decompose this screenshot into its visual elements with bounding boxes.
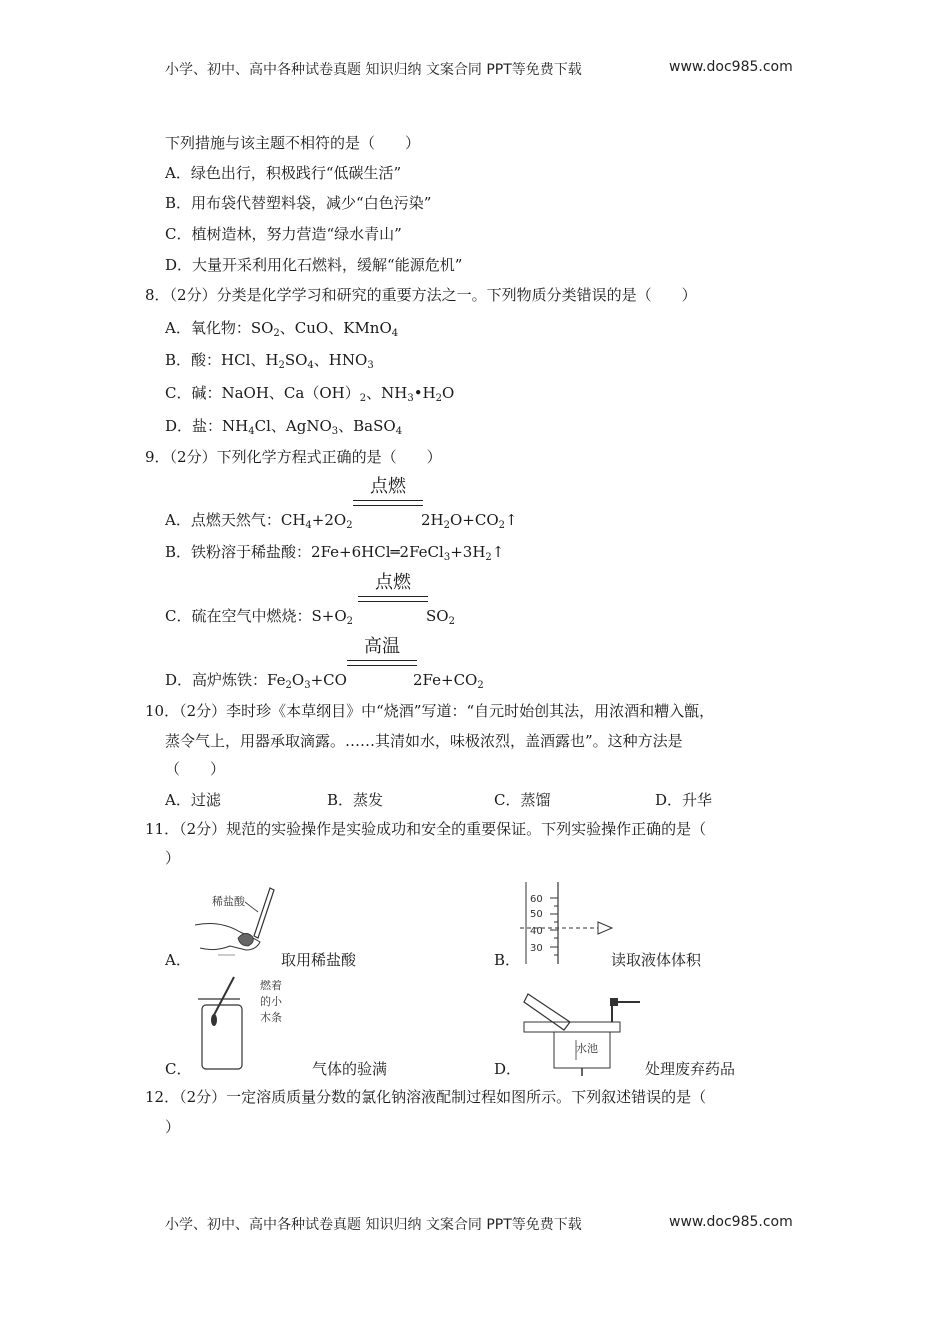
q12-stem-line1: 12．（2分）一定溶质质量分数的氯化钠溶液配制过程如图所示。下列叙述错误的是（ xyxy=(145,1088,707,1106)
formula: O xyxy=(442,384,455,402)
sub: 4 xyxy=(248,426,255,437)
sub: 2 xyxy=(346,616,354,627)
q11-option-d-label: D． xyxy=(494,1060,522,1078)
q11-option-b-label: B． xyxy=(494,951,521,969)
q11-option-c-label: C． xyxy=(165,1060,192,1078)
q11-option-a-label: A． xyxy=(165,951,191,969)
sub: 3 xyxy=(407,393,414,404)
q9-option-d xyxy=(165,670,347,690)
q10-stem-line1: 10．（2分）李时珍《本草纲目》中“烧酒”写道：“自元时始创其法，用浓酒和糟入甑， xyxy=(145,702,715,720)
q9-option-a xyxy=(165,510,353,530)
sub: 4 xyxy=(395,426,403,437)
formula: NaOH、Ca（OH） xyxy=(221,384,360,402)
q9-c-label: C．硫在空气中燃烧： xyxy=(165,607,312,625)
header-title: 小学、初中、高中各种试卷真题 知识归纳 文案合同 PPT等免费下载 xyxy=(165,62,582,78)
formula: S+O xyxy=(311,607,347,625)
q12-stem-line2: ） xyxy=(165,1118,181,1136)
img-label-splint-3: 木条 xyxy=(260,1011,282,1024)
q9-option-c-products xyxy=(426,606,455,626)
q11-option-b-text: 读取液体体积 xyxy=(611,951,702,969)
sub: 3 xyxy=(443,552,451,563)
formula: 、BaSO xyxy=(338,417,396,435)
q9-option-a-products xyxy=(421,510,518,530)
q11-option-c-text: 气体的验满 xyxy=(312,1060,388,1078)
formula: HCl、H xyxy=(221,351,279,369)
sink-disposal-illustration xyxy=(520,988,645,1076)
condition-text: 高温 xyxy=(364,636,400,657)
tick-40: 40 xyxy=(530,926,543,937)
formula: +CO xyxy=(310,671,347,689)
q9-option-d-products xyxy=(413,670,484,690)
tick-30: 30 xyxy=(530,943,543,954)
double-arrow-line xyxy=(358,596,428,602)
double-arrow-line xyxy=(353,500,423,506)
q10-stem-line2: 蒸令气上，用器承取滴露。……其清如水，味极浓烈，盖酒露也”。这种方法是 xyxy=(165,732,683,750)
formula: ↑ xyxy=(505,511,518,529)
formula: 、HNO xyxy=(313,351,368,369)
q8-option-d xyxy=(165,416,402,436)
sub: 4 xyxy=(307,360,314,371)
sub: 3 xyxy=(367,360,374,371)
q7-option-c: C．植树造林，努力营造“绿水青山” xyxy=(165,225,402,243)
q8-a-label: A．氧化物： xyxy=(165,319,251,337)
formula: SO xyxy=(284,351,308,369)
q7-stem: 下列措施与该主题不相符的是（ ） xyxy=(165,134,421,152)
sub: 2 xyxy=(448,616,455,627)
gas-bottle-illustration xyxy=(190,975,300,1075)
sub: 2 xyxy=(346,520,353,531)
formula: +2O xyxy=(311,511,347,529)
q8-option-a xyxy=(165,318,398,338)
q11-option-a-text: 取用稀盐酸 xyxy=(281,951,357,969)
reaction-condition-c xyxy=(358,572,428,594)
header-url: www.doc985.com xyxy=(669,59,793,75)
formula: 2Fe+CO xyxy=(413,671,478,689)
img-label-hcl: 稀盐酸 xyxy=(212,895,245,908)
q8-stem: 8．（2分）分类是化学学习和研究的重要方法之一。下列物质分类错误的是（ ） xyxy=(145,286,697,304)
q11-stem-line1: 11．（2分）规范的实验操作是实验成功和安全的重要保证。下列实验操作正确的是（ xyxy=(145,820,707,838)
formula: Cl、AgNO xyxy=(254,417,332,435)
formula: O xyxy=(291,671,305,689)
q10-option-a: A．过滤 xyxy=(165,791,221,809)
sub: 4 xyxy=(391,328,399,339)
formula: SO xyxy=(250,319,274,337)
q11-stem-line2: ） xyxy=(165,849,181,867)
sub: 2 xyxy=(443,520,450,531)
formula: O+CO xyxy=(450,511,499,529)
q8-c-label: C．碱： xyxy=(165,384,222,402)
q10-option-c: C．蒸馏 xyxy=(494,791,551,809)
img-label-splint-1: 燃着 xyxy=(260,979,282,992)
img-label-splint-2: 的小 xyxy=(260,995,282,1008)
tick-50: 50 xyxy=(530,909,543,920)
q7-option-a: A．绿色出行，积极践行“低碳生活” xyxy=(165,164,402,182)
q10-option-d: D．升华 xyxy=(655,791,713,809)
sub: 2 xyxy=(273,328,280,339)
formula: NH xyxy=(222,417,249,435)
sub: 3 xyxy=(331,426,339,437)
q7-option-d: D．大量开采利用化石燃料，缓解“能源危机” xyxy=(165,256,463,274)
sub: 2 xyxy=(285,680,292,691)
sub: 2 xyxy=(435,393,443,404)
dropper-hand-illustration xyxy=(190,880,290,965)
sub: 2 xyxy=(359,393,367,404)
sub: 4 xyxy=(305,520,312,531)
sub: 2 xyxy=(477,680,484,691)
q8-b-label: B．酸： xyxy=(165,351,222,369)
reaction-condition-a xyxy=(353,476,423,498)
sub: 2 xyxy=(485,552,492,563)
q9-d-label: D．高炉炼铁： xyxy=(165,671,268,689)
formula: •H xyxy=(413,384,436,402)
formula: Fe xyxy=(267,671,286,689)
sub: 2 xyxy=(498,520,506,531)
formula: 2Fe+6HCl═2FeCl xyxy=(311,543,444,561)
q9-b-label: B．铁粉溶于稀盐酸： xyxy=(165,543,312,561)
footer-url: www.doc985.com xyxy=(669,1214,793,1230)
footer-title: 小学、初中、高中各种试卷真题 知识归纳 文案合同 PPT等免费下载 xyxy=(165,1217,582,1233)
formula: 、CuO、KMnO xyxy=(279,319,392,337)
formula: SO xyxy=(426,607,449,625)
q9-stem: 9．（2分）下列化学方程式正确的是（ ） xyxy=(145,448,442,466)
double-arrow-line xyxy=(347,660,417,666)
formula: +3H xyxy=(450,543,486,561)
sub: 2 xyxy=(278,360,285,371)
formula: 、NH xyxy=(366,384,408,402)
q10-stem-line3: （ ） xyxy=(165,760,226,778)
q8-option-c xyxy=(165,383,454,403)
condition-text: 点燃 xyxy=(375,572,411,593)
formula: CH xyxy=(280,511,306,529)
q8-option-b xyxy=(165,350,374,370)
reaction-condition-d xyxy=(347,636,417,658)
sub: 3 xyxy=(304,680,311,691)
formula: 2H xyxy=(421,511,444,529)
q7-option-b: B．用布袋代替塑料袋，减少“白色污染” xyxy=(165,194,432,212)
q8-d-label: D．盐： xyxy=(165,417,223,435)
q9-option-c xyxy=(165,606,353,626)
graduated-cylinder-illustration xyxy=(520,878,620,966)
condition-text: 点燃 xyxy=(370,476,406,497)
tick-60: 60 xyxy=(530,894,543,905)
img-label-sink: 水池 xyxy=(576,1042,598,1055)
q10-option-b: B．蒸发 xyxy=(327,791,384,809)
formula: ↑ xyxy=(491,543,505,561)
q11-option-d-text: 处理废弃药品 xyxy=(645,1060,736,1078)
q9-a-label: A．点燃天然气： xyxy=(165,511,281,529)
q9-option-b xyxy=(165,542,504,562)
